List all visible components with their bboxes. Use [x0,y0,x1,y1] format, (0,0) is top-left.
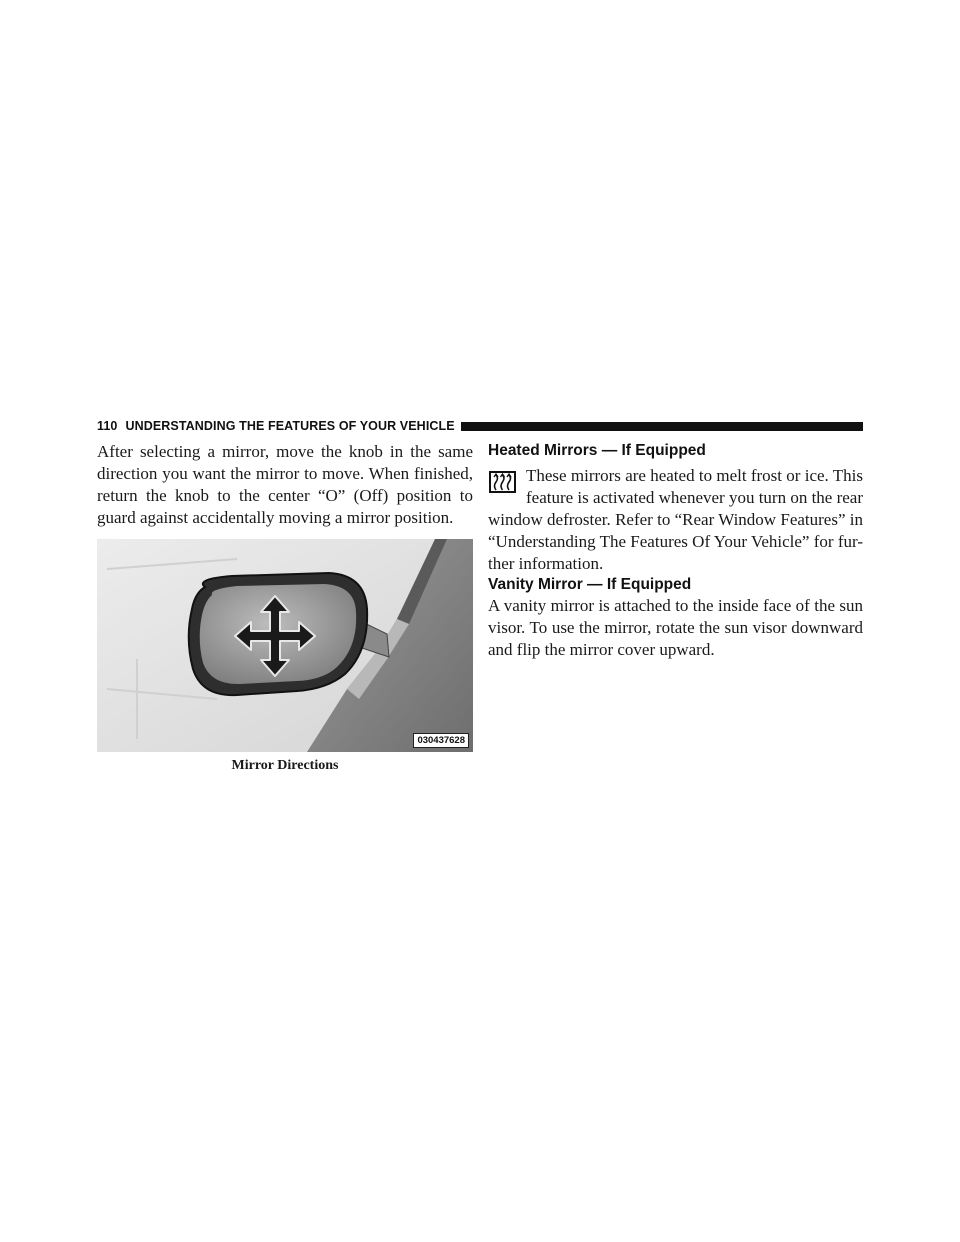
header-rule [461,422,863,431]
heated-mirrors-heading: Heated Mirrors — If Equipped [488,442,706,459]
mirror-directions-figure [97,539,473,752]
figure-code: 030437628 [413,733,469,748]
figure-caption: Mirror Directions [231,758,339,773]
left-column [97,441,473,774]
mirror-illustration [97,539,473,752]
page-number: 110 [97,419,118,433]
heated-mirrors-block [488,465,863,575]
chapter-title: UNDERSTANDING THE FEATURES OF YOUR VEHICLE [125,419,455,433]
page-header [97,418,863,434]
mirror-knob-paragraph: After selecting a mirror, move the knob in the same direction you want the mirror to move. When finished, return the knob to the center “O” (Off) position to guard against accidentally moving a mirror position. [97,442,473,527]
vanity-mirror-text: A vanity mirror is attached to the inside face of the sun visor. To use the mirror, rotate the sun visor downward and flip the mirror cover upward. [488,596,863,659]
vanity-mirror-heading: Vanity Mirror — If Equipped [488,576,692,593]
rear-defroster-icon [489,471,516,493]
heated-mirrors-text: These mirrors are heated to melt frost or ice. This feature is activated whenever you turn on the rear window defroster. Refer to “Rear Window Features” in “Understanding The Features Of Your Vehicle” for fur-ther information. [488,466,864,573]
right-column [488,441,863,661]
